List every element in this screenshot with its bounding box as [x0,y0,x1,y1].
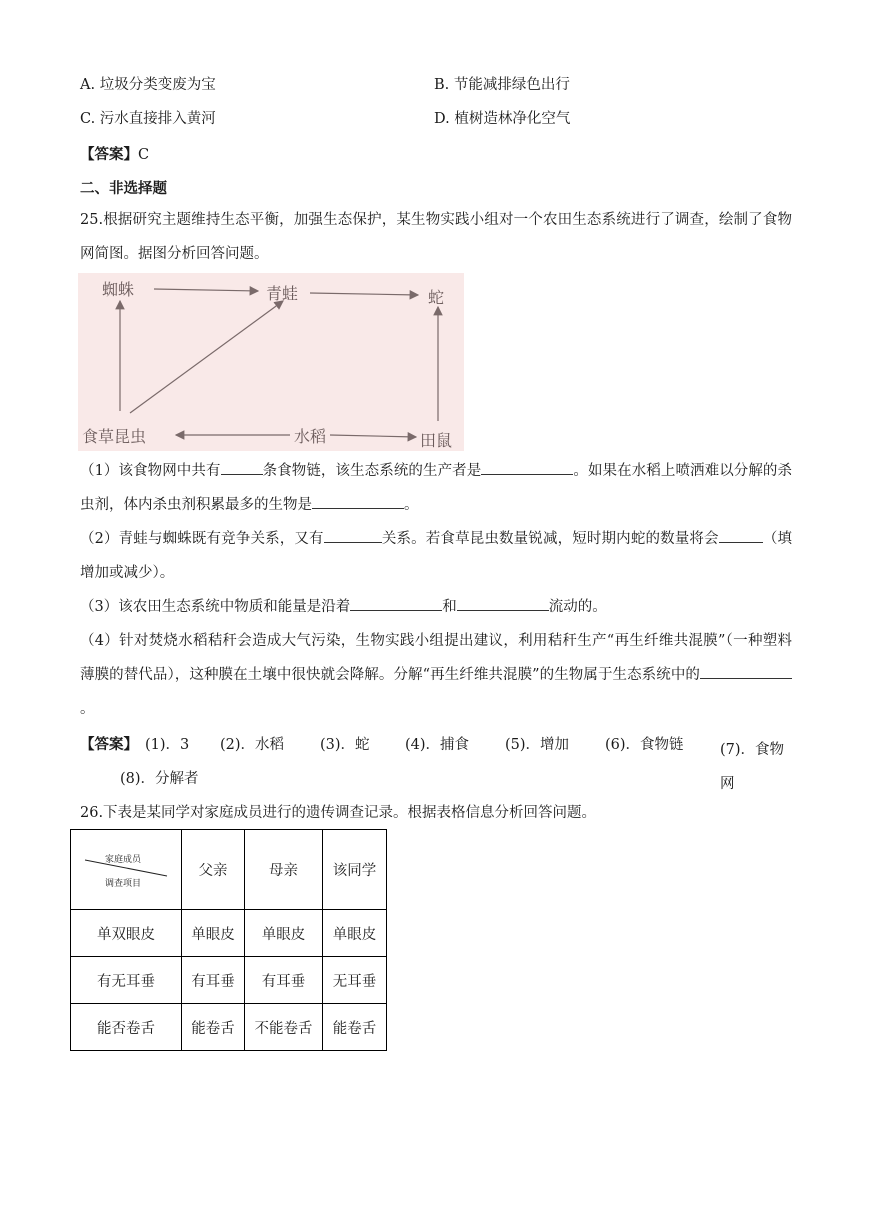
q26-stem: 26.下表是某同学对家庭成员进行的遗传调查记录。根据表格信息分析回答问题。 [80,805,597,821]
table-cell: 无耳垂 [323,957,387,1004]
q25-sub2 [80,522,792,590]
food-web-diagram [78,273,464,451]
row-label: 能否卷舌 [71,1004,182,1051]
table-header-row [71,830,387,910]
table-cell: 单眼皮 [245,910,323,957]
row-label: 单双眼皮 [71,910,182,957]
q25-answer-7: (7)．食物网 [720,742,785,792]
table-cell: 不能卷舌 [245,1004,323,1051]
q25-answer-label: 【答案】 [80,737,138,753]
answer-24 [80,143,149,164]
corner-top-label: 家庭成员 [105,855,142,865]
node-frog: 青蛙 [266,284,299,303]
node-rice: 水稻 [294,427,327,446]
table-row [71,957,387,1004]
option-a: A. 垃圾分类变废为宝 [80,77,216,93]
blank-2[interactable] [481,460,573,475]
q25-stem: 25.根据研究主题维持生态平衡，加强生态保护，某生物实践小组对一个农田生态系统进行了调查，绘制了食物网简图。据图分析回答问题。 [80,212,792,262]
q25-sub3 [80,590,792,624]
option-c: C. 污水直接排入黄河 [80,111,216,127]
q25-answer-6: (6)．食物链 [605,737,684,753]
q25-sub3-part-b: 和 [442,599,457,615]
q25-sub1-part-a: （1）该食物网中共有 [80,463,221,479]
answer-label: 【答案】 [80,147,138,163]
table-row [71,910,387,957]
q25-answer-4: (4)．捕食 [405,737,470,753]
q25-sub2-part-b: 关系。若食草昆虫数量锐减，短时期内蛇的数量将会 [381,531,719,547]
blank-6[interactable] [350,596,442,611]
q25-answer-label-wrap [80,733,138,754]
table-corner-cell [71,830,182,910]
table-cell: 有耳垂 [245,957,323,1004]
q25-sub4-text: （4）针对焚烧水稻秸秆会造成大气污染，生物实践小组提出建议，利用秸秆生产“再生纤维共混膜”（一种塑料薄膜的替代品），这种膜在土壤中很快就会降解。分解“再生纤维共混膜”的生物属于生态系统中的 [80,633,792,683]
node-snake: 蛇 [428,288,445,307]
q25-answer-8: (8)．分解者 [120,771,199,787]
table-cell: 单眼皮 [182,910,245,957]
q25-sub1-part-b: 条食物链，该生态系统的生产者是 [262,463,482,479]
header-father: 父亲 [182,830,245,910]
blank-4[interactable] [324,528,382,543]
arrow-spider-frog [154,289,258,291]
table-row [71,1004,387,1051]
q25-sub4 [80,624,792,726]
node-insect: 食草昆虫 [82,427,147,446]
arrow-rice-mouse [330,435,416,437]
q25-answer-1: (1)．3 [145,737,190,753]
q25-sub3-part-c: 流动的。 [548,599,607,615]
q25-answer-3: (3)．蛇 [320,737,370,753]
table-cell: 能卷舌 [323,1004,387,1051]
corner-diagonal [71,830,181,909]
option-b: B. 节能减排绿色出行 [434,77,570,93]
q25-answer-5: (5)．增加 [505,737,570,753]
q25-sub4-end: 。 [80,701,95,717]
q25-sub2-part-c: （填增加或减少）。 [80,531,792,581]
q25-sub1-part-c: 。如果在水稻上喷洒难以分解的杀虫剂，体内杀虫剂积累最多的生物是 [80,463,793,513]
answer-value: C [138,147,150,163]
section-heading: 二、非选择题 [80,181,167,197]
blank-5[interactable] [719,528,763,543]
q25-sub1-part-d: 。 [404,497,419,513]
node-spider: 蜘蛛 [102,280,135,299]
option-d: D. 植树造林净化空气 [434,111,571,127]
node-mouse: 田鼠 [420,431,453,450]
blank-1[interactable] [221,460,263,475]
table-cell: 单眼皮 [323,910,387,957]
arrow-frog-snake [310,293,418,295]
blank-8[interactable] [700,664,792,679]
q25-sub2-part-a: （2）青蛙与蜘蛛既有竞争关系，又有 [80,531,324,547]
q25-sub1 [80,454,792,522]
arrow-insect-frog [130,301,283,413]
corner-bottom-label: 调查项目 [105,879,142,889]
header-mother: 母亲 [245,830,323,910]
genetics-table [70,829,387,1051]
table-cell: 能卷舌 [182,1004,245,1051]
row-label: 有无耳垂 [71,957,182,1004]
table-cell: 有耳垂 [182,957,245,1004]
q25-answer-2: (2)．水稻 [220,737,285,753]
blank-7[interactable] [457,596,549,611]
header-student: 该同学 [323,830,387,910]
q25-sub3-part-a: （3）该农田生态系统中物质和能量是沿着 [80,599,351,615]
blank-3[interactable] [312,494,404,509]
